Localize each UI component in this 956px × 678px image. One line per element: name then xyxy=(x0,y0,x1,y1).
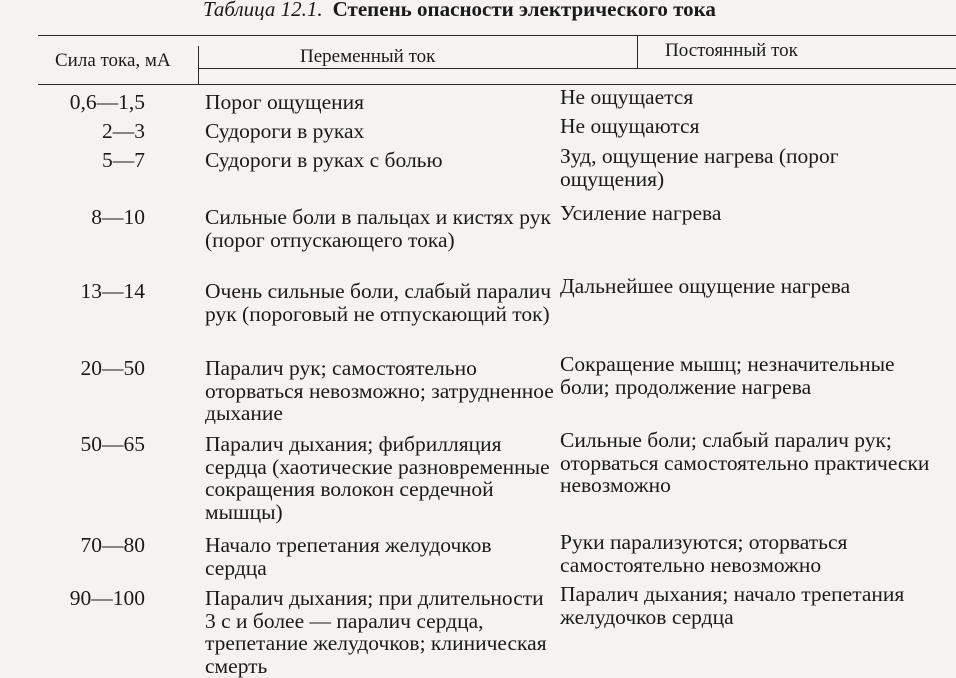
cell-dc: Не ощущаются xyxy=(560,114,700,138)
cell-dc: Не ощущается xyxy=(560,85,694,109)
caption-number: Таблица 12.1. xyxy=(203,0,323,21)
cell-ac: Паралич рук; самостоятельно оторваться невозможно; затрудненное дыхание xyxy=(205,356,554,425)
header-current: Сила тока, мА xyxy=(55,50,171,71)
caption-title: Степень опасности электрического тока xyxy=(332,0,716,21)
cell-current: 13—14 xyxy=(80,279,145,303)
cell-current: 90—100 xyxy=(69,586,145,610)
cell-current: 0,6—1,5 xyxy=(69,90,145,114)
column-divider-dc xyxy=(637,35,638,68)
cell-current: 20—50 xyxy=(80,356,145,380)
cell-current: 5—7 xyxy=(102,148,145,172)
column-divider-current xyxy=(198,46,199,84)
header-dc: Постоянный ток xyxy=(665,40,798,61)
table-caption xyxy=(203,0,716,22)
cell-dc: Сильные боли; слабый паралич рук; оторваться самостоятельно практически невозможно xyxy=(560,428,930,497)
cell-ac: Очень сильные боли, слабый паралич рук (пороговый не отпускающий ток) xyxy=(205,279,552,326)
cell-dc: Сокращение мышц; незначительные боли; продолжение нагрева xyxy=(560,352,895,399)
cell-ac: Судороги в руках с болью xyxy=(205,148,443,172)
header-bottom-rule xyxy=(38,84,956,85)
cell-ac: Порог ощущения xyxy=(205,90,365,114)
cell-ac: Паралич дыхания; фибрилляция сердца (хаотические разновременные сокращения волокон сердечной мышцы) xyxy=(205,432,550,524)
cell-dc: Паралич дыхания; начало трепетания желудочков сердца xyxy=(560,582,905,629)
header-split-rule xyxy=(198,68,956,69)
cell-ac: Начало трепетания желудочков сердца xyxy=(205,533,492,580)
table-top-rule xyxy=(38,35,956,36)
cell-ac: Сильные боли в пальцах и кистях рук (порог отпускающего тока) xyxy=(205,205,551,252)
cell-dc: Руки парализуются; оторваться самостоятельно невозможно xyxy=(560,530,848,577)
cell-current: 8—10 xyxy=(91,205,145,229)
cell-dc: Дальнейшее ощущение нагрева xyxy=(560,274,851,298)
cell-dc: Зуд, ощущение нагрева (порог ощущения) xyxy=(560,144,839,191)
cell-ac: Паралич дыхания; при длительности 3 с и более — паралич сердца, трепетание желудочков; клиническая смерть xyxy=(205,586,547,678)
cell-current: 70—80 xyxy=(80,533,145,557)
header-ac: Переменный ток xyxy=(300,46,436,67)
cell-current: 2—3 xyxy=(102,119,145,143)
cell-current: 50—65 xyxy=(80,432,145,456)
cell-ac: Судороги в руках xyxy=(205,119,365,143)
cell-dc: Усиление нагрева xyxy=(560,201,722,225)
